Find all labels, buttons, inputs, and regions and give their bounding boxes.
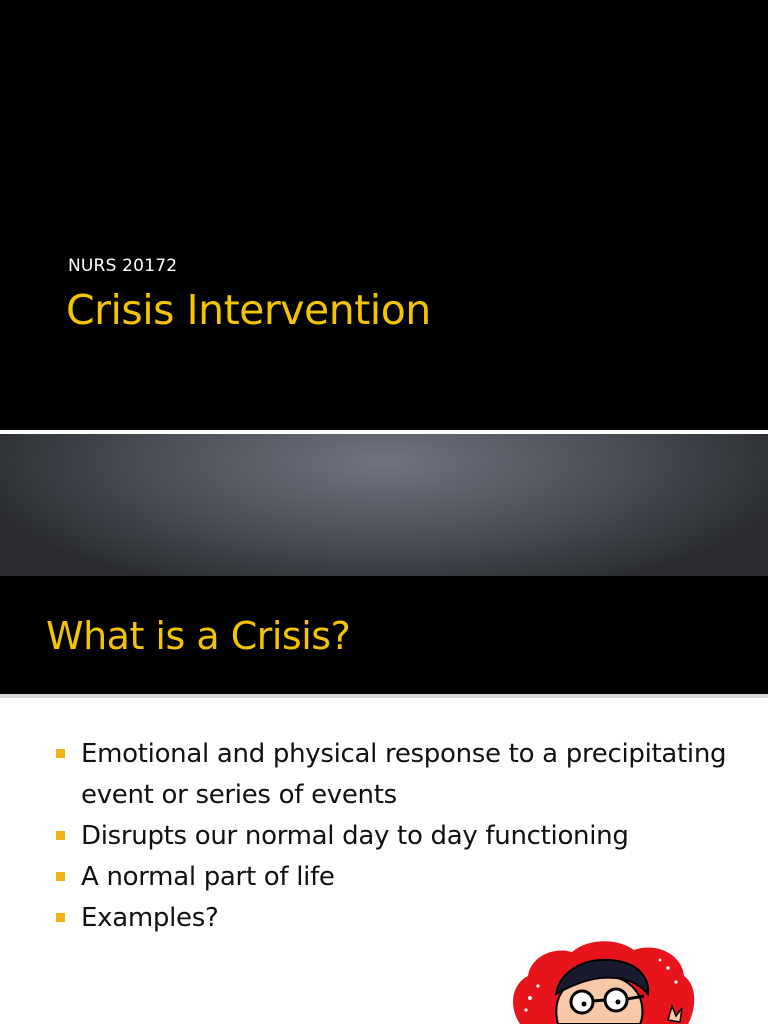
- square-bullet-icon: [56, 831, 65, 840]
- bullet-text: A normal part of life: [81, 862, 335, 892]
- bullet-text: Disrupts our normal day to day functioning: [81, 821, 629, 851]
- bullet-item: [56, 816, 746, 857]
- square-bullet-icon: [56, 749, 65, 758]
- bullet-item: [56, 857, 746, 898]
- square-bullet-icon: [56, 872, 65, 881]
- slide-header: [0, 576, 768, 694]
- slide-title: Crisis Intervention: [66, 286, 431, 334]
- bullet-item: [56, 898, 746, 939]
- title-slide: [0, 0, 768, 430]
- slide-heading: What is a Crisis?: [46, 614, 351, 658]
- bullet-text: Examples?: [81, 903, 219, 933]
- bullet-item: [56, 734, 746, 816]
- header-divider: [0, 694, 768, 698]
- course-code: NURS 20172: [68, 256, 178, 276]
- stressed-person-clipart-icon: [500, 936, 700, 1024]
- bullet-text: Emotional and physical response to a precipitating event or series of events: [81, 739, 727, 810]
- bullet-list: [56, 734, 746, 939]
- gradient-band: [0, 434, 768, 576]
- square-bullet-icon: [56, 913, 65, 922]
